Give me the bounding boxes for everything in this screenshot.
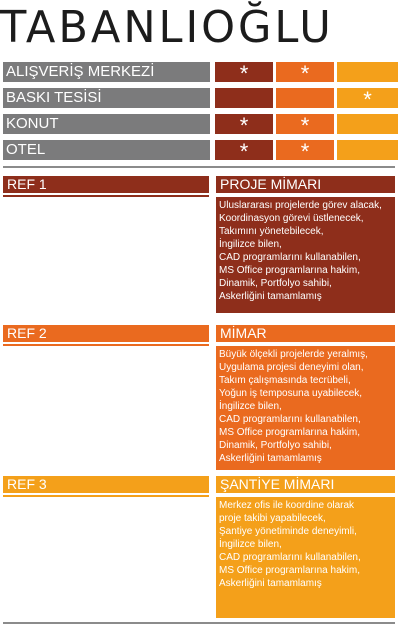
category-label: BASKI TESİSİ	[3, 88, 210, 108]
requirement-line: Uluslararası projelerde görev alacak,	[219, 200, 382, 211]
ref1-mark-cell	[215, 88, 273, 108]
category-label: ALIŞVERİŞ MERKEZİ	[3, 62, 210, 82]
ref-label: REF 2	[3, 325, 209, 342]
requirement-line: proje takibi yapabilecek,	[219, 513, 326, 524]
requirement-line: Merkez ofis ile koordine olarak	[219, 500, 355, 511]
requirement-line: Takımını yönetebilecek,	[219, 226, 324, 237]
requirement-line: Dinamik, Portfolyo sahibi,	[219, 278, 332, 289]
requirement-line: İngilizce bilen,	[219, 401, 282, 412]
accent-line	[3, 344, 209, 346]
bottom-divider	[3, 622, 395, 624]
requirements-box	[216, 346, 395, 470]
requirement-line: MS Office programlarına hakim,	[219, 565, 360, 576]
ref3-mark-cell	[337, 140, 398, 160]
requirement-line: İngilizce bilen,	[219, 539, 282, 550]
requirement-line: CAD programlarını kullanabilen,	[219, 552, 361, 563]
ref1-mark-cell: *	[215, 114, 273, 134]
requirement-line: Uygulama projesi deneyimi olan,	[219, 362, 364, 373]
requirement-line: Büyük ölçekli projelerde yeralmış,	[219, 349, 368, 360]
ref1-mark-cell: *	[215, 62, 273, 82]
ref3-mark-cell	[337, 114, 398, 134]
requirement-line: MS Office programlarına hakim,	[219, 427, 360, 438]
ref3-mark-cell: *	[337, 88, 398, 108]
accent-line	[3, 495, 209, 497]
requirement-line: Yoğun iş temposuna uyabilecek,	[219, 388, 363, 399]
ref-label: REF 1	[3, 176, 209, 193]
requirement-line: İngilizce bilen,	[219, 239, 282, 250]
company-logo: TABANLIOĞLU	[0, 2, 334, 53]
ref1-mark-cell: *	[215, 140, 273, 160]
requirement-line: Dinamik, Portfolyo sahibi,	[219, 440, 332, 451]
requirement-line: Şantiye yönetiminde deneyimli,	[219, 526, 357, 537]
requirement-line: MS Office programlarına hakim,	[219, 265, 360, 276]
requirement-line: Askerliğini tamamlamış	[219, 291, 322, 302]
requirements-box	[216, 497, 395, 618]
requirement-line: Askerliğini tamamlamış	[219, 578, 322, 589]
ref3-mark-cell	[337, 62, 398, 82]
accent-line	[3, 195, 209, 197]
requirement-line: CAD programlarını kullanabilen,	[219, 414, 361, 425]
ref2-mark-cell: *	[276, 62, 334, 82]
requirement-line: CAD programlarını kullanabilen,	[219, 252, 361, 263]
ref2-mark-cell	[276, 88, 334, 108]
role-title: PROJE MİMARI	[216, 176, 395, 193]
ref2-mark-cell: *	[276, 140, 334, 160]
ref-label: REF 3	[3, 476, 209, 493]
role-title: MİMAR	[216, 325, 395, 342]
divider	[3, 166, 395, 168]
ref2-mark-cell: *	[276, 114, 334, 134]
requirements-box	[216, 197, 395, 313]
category-label: KONUT	[3, 114, 210, 134]
requirement-line: Koordinasyon görevi üstlenecek,	[219, 213, 364, 224]
requirement-line: Takım çalışmasında tecrübeli,	[219, 375, 351, 386]
category-label: OTEL	[3, 140, 210, 160]
requirement-line: Askerliğini tamamlamış	[219, 453, 322, 464]
role-title: ŞANTİYE MİMARI	[216, 476, 395, 493]
